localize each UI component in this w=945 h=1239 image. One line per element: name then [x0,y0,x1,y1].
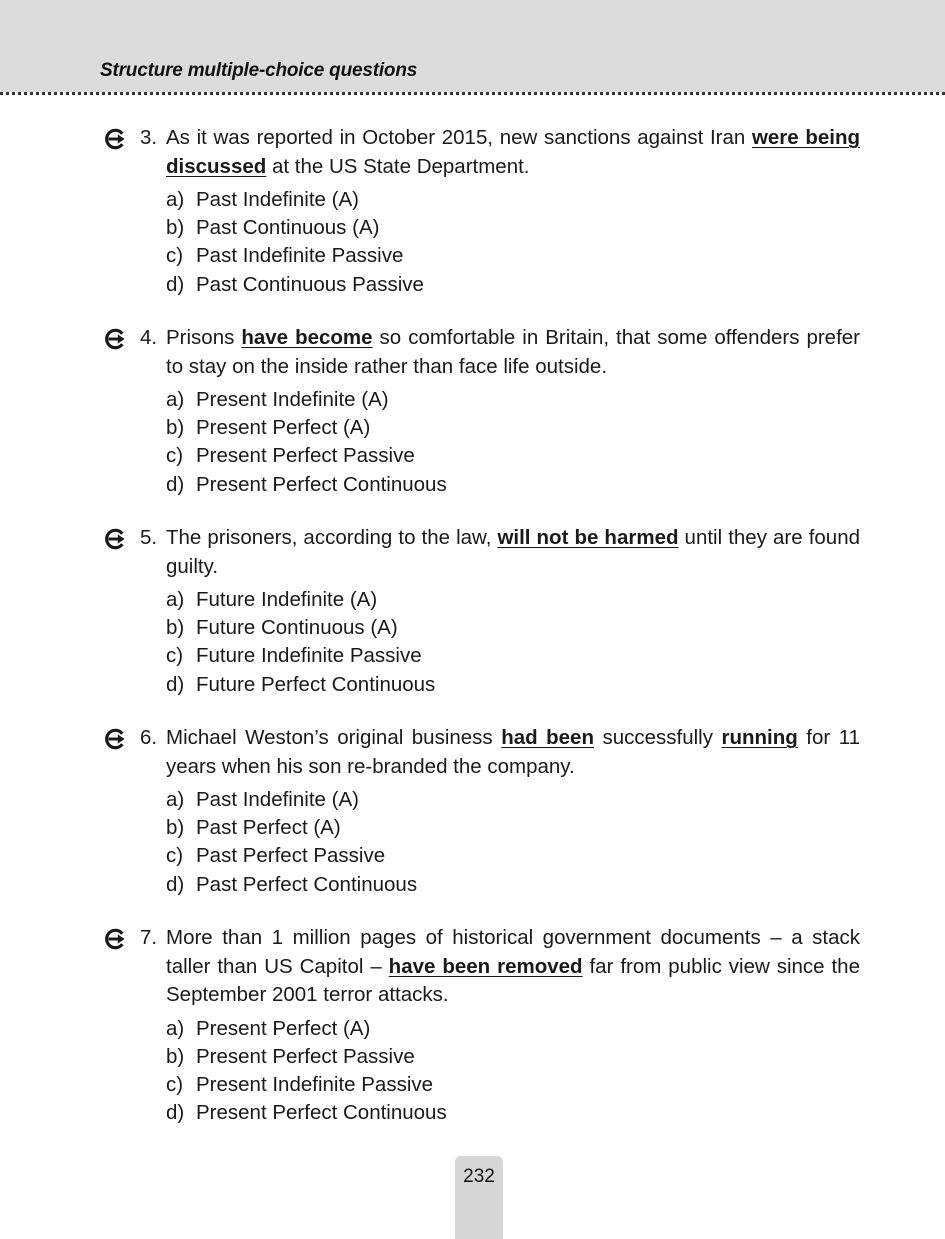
option-text: Present Perfect (A) [196,1016,371,1040]
option-letter: b) [166,816,185,840]
option-a[interactable] [166,186,860,214]
option-b[interactable] [166,1043,860,1071]
option-text: Past Indefinite (A) [196,788,359,811]
question-text [166,124,860,181]
question-number: 5. [140,526,158,549]
option-text: Present Perfect Continuous [196,472,447,496]
option-letter: d) [166,872,185,896]
highlighted-verb: will not be harmed [497,526,679,549]
question-text-part: at the US State Department. [266,154,530,178]
highlighted-verb: had been [501,726,594,749]
highlighted-verb: were being discussed [166,126,860,178]
option-b[interactable] [166,214,860,242]
option-text: Past Perfect Passive [196,844,386,868]
answer-options [166,1015,860,1128]
option-a[interactable] [166,586,860,614]
option-letter: d) [166,672,185,696]
option-text: Past Continuous Passive [196,272,424,296]
question-5 [100,524,860,699]
option-letter: a) [166,788,185,811]
option-c[interactable] [166,642,860,670]
option-d[interactable] [166,1099,860,1127]
arrow-circle-icon [104,328,126,350]
question-text [166,924,860,1010]
question-text [166,524,860,581]
option-letter: d) [166,1101,185,1125]
option-a[interactable] [166,786,860,814]
option-c[interactable] [166,242,860,270]
option-text: Past Perfect (A) [196,816,341,840]
option-a[interactable] [166,1015,860,1043]
option-letter: c) [166,844,184,868]
option-d[interactable] [166,471,860,499]
option-c[interactable] [166,442,860,470]
option-d[interactable] [166,271,860,299]
option-text: Past Indefinite (A) [196,188,359,211]
question-text-part: Prisons [166,326,242,349]
option-d[interactable] [166,671,860,699]
option-text: Past Perfect Continuous [196,872,418,896]
question-text-part: for 11 years when his son re-branded the company. [166,726,860,778]
question-text [166,324,860,381]
question-number: 7. [140,926,158,949]
question-text-part: until they are found guilty. [166,526,860,578]
option-letter: a) [166,188,185,211]
highlighted-verb: have become [241,326,373,349]
option-text: Future Perfect Continuous [196,672,436,696]
question-number: 3. [140,126,158,149]
question-6 [100,724,860,899]
highlighted-verb: have been removed [388,954,583,978]
page-number: 232 [463,1166,495,1187]
option-letter: a) [166,388,185,411]
answer-options [166,386,860,499]
arrow-circle-icon [104,528,126,550]
answer-options [166,786,860,899]
question-4 [100,324,860,499]
option-b[interactable] [166,414,860,442]
arrow-circle-icon [104,928,126,950]
option-letter: b) [166,1044,185,1068]
option-letter: b) [166,416,185,440]
option-text: Present Perfect (A) [196,416,371,440]
option-b[interactable] [166,614,860,642]
option-letter: b) [166,216,185,240]
question-3 [100,124,860,299]
question-7 [100,924,860,1127]
option-letter: d) [166,272,185,296]
question-number: 6. [140,726,158,749]
question-text-part: More than 1 million pages of historical government documents – a stack taller than US Capitol – [166,926,860,978]
question-number: 4. [140,326,158,349]
option-d[interactable] [166,871,860,899]
option-text: Future Indefinite Passive [196,644,422,668]
option-letter: c) [166,1072,184,1096]
question-text-part: The prisoners, according to the law, [166,526,498,549]
question-text-part: so comfortable in Britain, that some offenders prefer to stay on the inside rather than face life outside. [166,326,860,378]
question-text-part: far from public view since the September 2001 terror attacks. [166,954,860,1006]
option-letter: b) [166,616,185,640]
option-letter: c) [166,244,184,268]
question-text-part: successfully [593,726,722,749]
question-text-part: Michael Weston’s original business [166,726,502,749]
option-text: Present Indefinite Passive [196,1072,434,1096]
arrow-circle-icon [104,128,126,150]
option-a[interactable] [166,386,860,414]
option-text: Past Continuous (A) [196,216,380,240]
arrow-circle-icon [104,728,126,750]
highlighted-verb: running [721,726,798,749]
option-letter: a) [166,588,185,611]
answer-options [166,586,860,699]
option-text: Present Perfect Passive [196,1044,415,1068]
option-letter: c) [166,644,184,668]
option-letter: d) [166,472,185,496]
option-letter: a) [166,1016,185,1040]
option-c[interactable] [166,842,860,870]
option-text: Present Perfect Continuous [196,1101,447,1125]
option-letter: c) [166,444,184,468]
answer-options [166,186,860,299]
option-b[interactable] [166,814,860,842]
question-text [166,724,860,781]
option-text: Present Indefinite (A) [196,388,389,411]
option-text: Present Perfect Passive [196,444,415,468]
option-text: Future Indefinite (A) [196,588,378,611]
dotted-divider [0,92,945,95]
section-title: Structure multiple-choice questions [100,60,418,81]
option-c[interactable] [166,1071,860,1099]
option-text: Future Continuous (A) [196,616,398,640]
question-text-part: As it was reported in October 2015, new sanctions against Iran [166,126,752,149]
option-text: Past Indefinite Passive [196,244,404,268]
